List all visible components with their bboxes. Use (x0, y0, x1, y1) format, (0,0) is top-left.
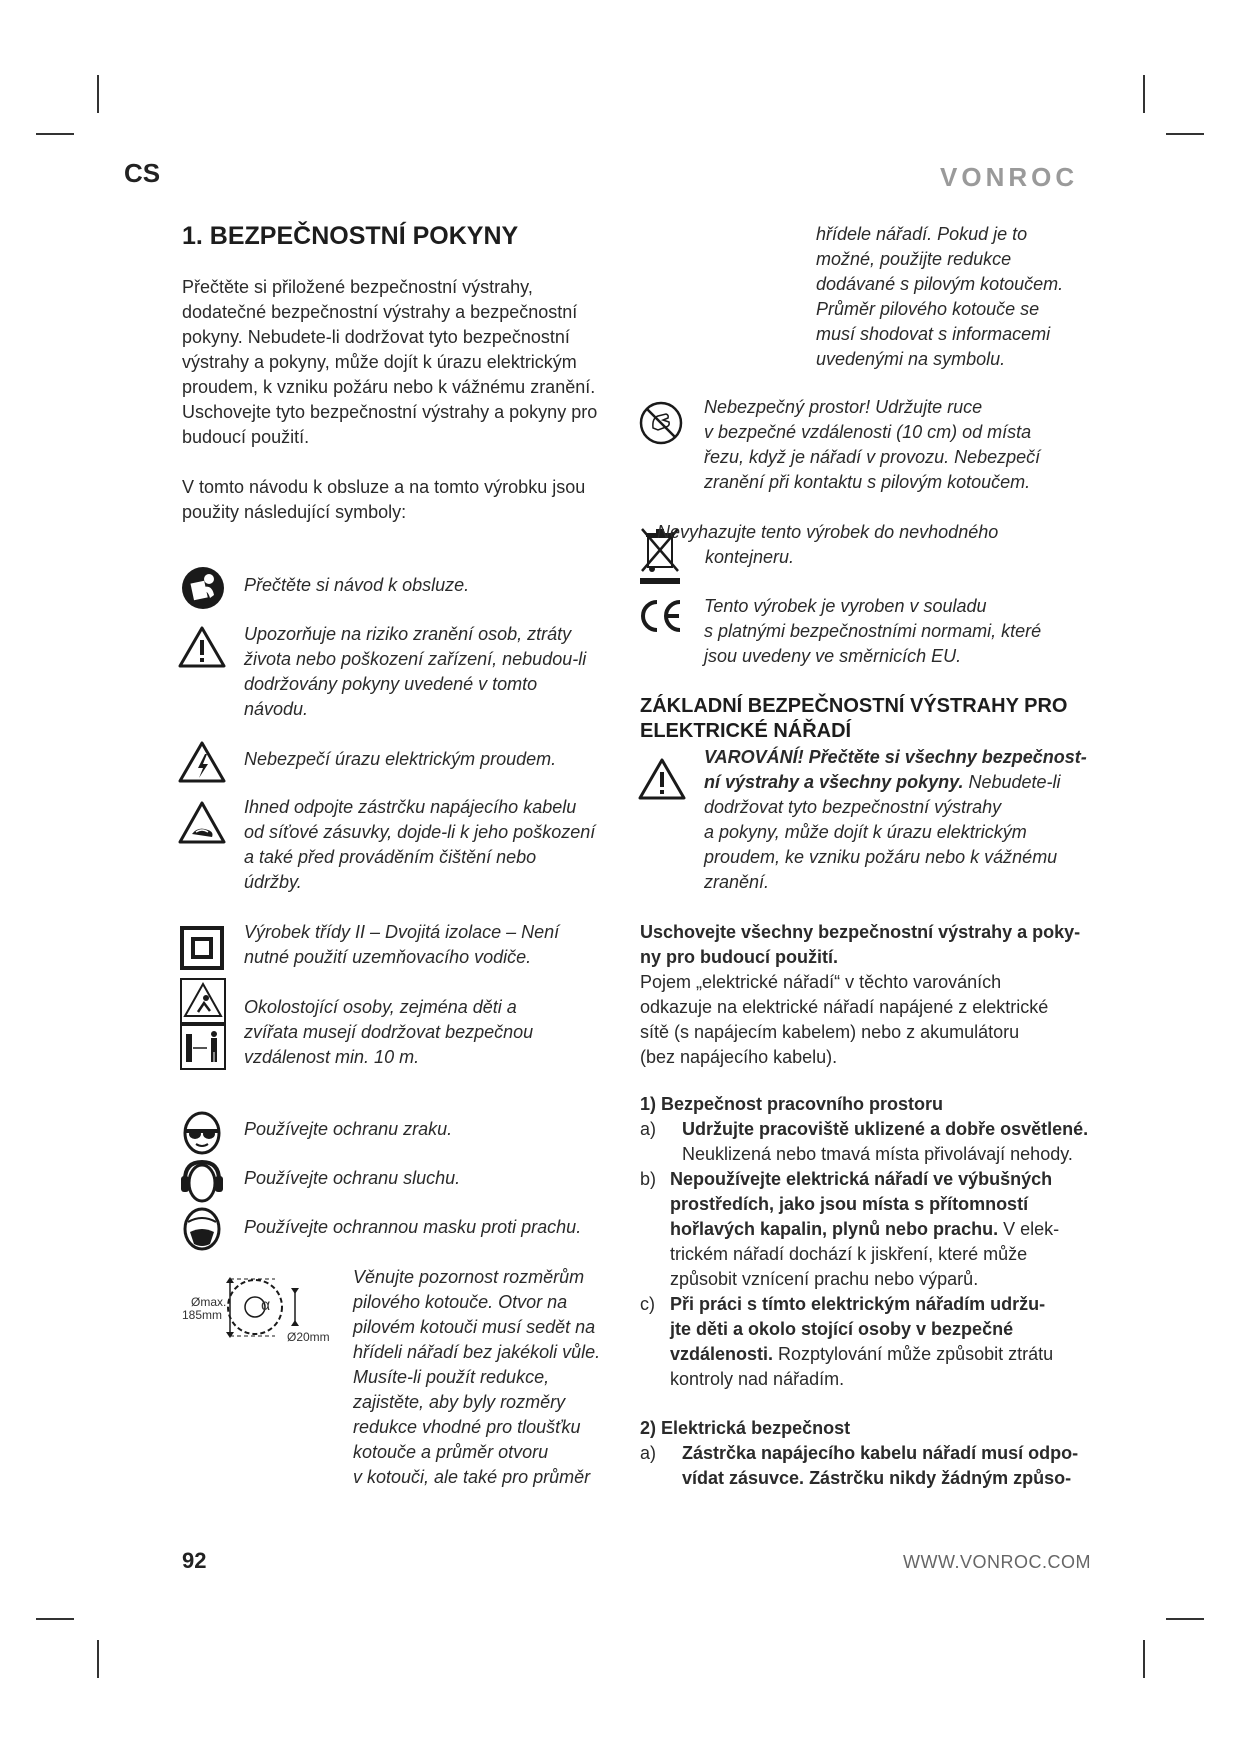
warning-icon (178, 625, 226, 669)
text-line: odkazuje na elektrické nářadí napájené z elektrické (640, 997, 1049, 1017)
text-line: vzdálenost min. 10 m. (244, 1047, 420, 1067)
warning-text (244, 622, 644, 722)
list-label: a) (640, 1443, 657, 1463)
work-area-safety (640, 1092, 1120, 1392)
list-label: b) (640, 1169, 657, 1189)
text-line: života nebo poškození zařízení, nebudou-li (244, 649, 587, 669)
crop-mark-br-h (1166, 1618, 1204, 1620)
eye-protection-icon (180, 1110, 224, 1156)
text-line: pokyny. Nebudete-li dodržovat tyto bezpečnostní (182, 327, 570, 347)
text-line: hřídeli nářadí bez jakékoli vůle. (353, 1342, 601, 1362)
text-line: Přečtěte si přiložené bezpečnostní výstrahy, (182, 277, 533, 297)
text-line: dodávané s pilovým kotoučem. (816, 274, 1064, 294)
text-line: vídat zásuvce. Zástrčku nikdy žádným způso- (682, 1468, 1072, 1488)
blade-label-185: 185mm (182, 1308, 223, 1322)
language-code: CS (124, 158, 161, 188)
text-line: kotouče a průměr otvoru (353, 1442, 549, 1462)
power-tool-definition (640, 970, 1100, 1070)
text-line: V tomto návodu k obsluze a na tomto výrobku jsou (182, 477, 586, 497)
text-bold: hořlavých kapalin, plynů nebo prachu. (670, 1219, 999, 1239)
text-line: Udržujte pracoviště uklizené a dobře osvětlené. (682, 1119, 1089, 1139)
text-line: sítě (s napájecím kabelem) nebo z akumulátoru (640, 1022, 1020, 1042)
list-item (640, 1117, 1120, 1167)
text-line: Nepoužívejte elektrická nářadí ve výbušných (670, 1169, 1053, 1189)
text-line: pilovém kotouči musí sedět na (353, 1317, 596, 1337)
text-line: Při práci s tímto elektrickým nářadím udržu- (670, 1294, 1046, 1314)
keep-instructions (640, 920, 1100, 970)
dust-mask-text: Používejte ochrannou masku proti prachu. (244, 1217, 582, 1237)
text-line: ELEKTRICKÉ NÁŘADÍ (640, 720, 852, 742)
text-line: v bezpečné vzdálenosti (10 cm) od místa (704, 422, 1032, 442)
electric-text: Nebezpečí úrazu elektrickým proudem. (244, 749, 557, 769)
text-line: a také před prováděním čištění nebo (244, 847, 537, 867)
text-line: Uschovejte všechny bezpečnostní výstrahy a poky- (640, 922, 1081, 942)
blade-label-max: Ømax. (191, 1295, 227, 1309)
text-line: Nebezpečný prostor! Udržujte ruce (704, 397, 983, 417)
unplug-icon (178, 800, 226, 846)
text-bold: vzdálenosti. (670, 1344, 774, 1364)
warning-bold: ní výstrahy a všechny pokyny. (704, 772, 964, 792)
hands-danger-text (704, 395, 1124, 495)
text-line: dodržovat tyto bezpečnostní výstrahy (704, 797, 1002, 817)
text-line: nutné použití uzemňovacího vodiče. (244, 947, 532, 967)
text-line (704, 745, 1124, 770)
list-label: a) (640, 1119, 657, 1139)
text-line: redukce vhodné pro tloušťku (353, 1417, 581, 1437)
text-line: použity následující symboly: (182, 502, 407, 522)
text-line: Musíte-li použít redukce, (353, 1367, 550, 1387)
general-warning-text (704, 745, 1124, 895)
text-line: Výrobek třídy II – Dvojitá izolace – Není (244, 922, 560, 942)
text-line: zvířata musejí dodržovat bezpečnou (244, 1022, 534, 1042)
list-item (640, 1167, 1120, 1292)
text-line: zranění. (704, 872, 770, 892)
list-item (640, 1292, 1120, 1392)
text-line: (bez napájecího kabelu). (640, 1047, 838, 1067)
text-line: zranění při kontaktu s pilovým kotoučem. (704, 472, 1031, 492)
crop-mark-tl-v (97, 75, 99, 113)
crop-mark-bl-h (36, 1618, 74, 1620)
text-line: Nevyhazujte tento výrobek do nevhodného (657, 522, 999, 542)
list-label: c) (640, 1294, 655, 1314)
blade-diagram (175, 1270, 345, 1350)
text-line: návodu. (244, 699, 309, 719)
text-line: uvedenými na symbolu. (816, 349, 1006, 369)
text-line: řezu, když je nářadí v provozu. Nebezpečí (704, 447, 1041, 467)
class-ii-text (244, 920, 644, 970)
text-line: budoucí použití. (182, 427, 310, 447)
manual-text: Přečtěte si návod k obsluze. (244, 575, 470, 595)
text-line: Pojem „elektrické nářadí“ v těchto varováních (640, 972, 1002, 992)
text-line: kontejneru. (705, 547, 795, 567)
text-line: kontroly nad nářadím. (670, 1369, 845, 1389)
page-number: 92 (182, 1548, 207, 1573)
text-line: Věnujte pozornost rozměrům (353, 1267, 585, 1287)
list-item (640, 1441, 1120, 1491)
intro-paragraph (182, 275, 632, 450)
text-line: způsobit vznícení prachu nebo výparů. (670, 1269, 979, 1289)
ce-mark-icon (636, 598, 686, 634)
dust-mask-icon (180, 1206, 224, 1252)
text-line: v kotouči, ale také pro průměr (353, 1467, 591, 1487)
warning-icon (638, 757, 686, 801)
text-line (704, 770, 1124, 795)
text-line: hřídele nářadí. Pokud je to (816, 224, 1028, 244)
text-line: údržby. (244, 872, 302, 892)
text-line: s platnými bezpečnostními normami, které (704, 621, 1042, 641)
brand-logo: VONROC (940, 162, 1079, 192)
text-line: Neuklizená nebo tmavá místa přivolávají nehody. (682, 1144, 1073, 1164)
text-line: dodatečné bezpečnostní výstrahy a bezpečnostní (182, 302, 578, 322)
text-line (670, 1342, 1120, 1367)
text-line: Uschovejte tyto bezpečnostní výstrahy a pokyny pro (182, 402, 598, 422)
text-line: proudem, k vzniku požáru nebo k vážnému zranění. (182, 377, 596, 397)
subsection-heading: 1) Bezpečnost pracovního prostoru (640, 1094, 944, 1114)
text-line (670, 1217, 1120, 1242)
text-line: Okolostojící osoby, zejména děti a (244, 997, 517, 1017)
crop-mark-tr-v (1143, 75, 1145, 113)
ear-protection-icon (178, 1158, 226, 1204)
text-line: Ihned odpojte zástrčku napájecího kabelu (244, 797, 577, 817)
electric-shock-icon (178, 740, 226, 784)
text-line: jte děti a okolo stojící osoby v bezpečné (670, 1319, 1014, 1339)
text-line: dodržovány pokyny uvedené v tomto (244, 674, 538, 694)
symbols-intro (182, 475, 632, 525)
text-rest: Rozptylování může způsobit ztrátu (773, 1344, 1054, 1364)
text-line: zajistěte, aby byly rozměry (353, 1392, 566, 1412)
text-line: ZÁKLADNÍ BEZPEČNOSTNÍ VÝSTRAHY PRO (640, 695, 1068, 717)
general-safety-heading (640, 694, 1100, 744)
text-line: a pokyny, může dojít k úrazu elektrickým (704, 822, 1027, 842)
read-manual-icon (180, 565, 226, 611)
text-line: ny pro budoucí použití. (640, 947, 838, 967)
blade-label-alpha: α (261, 1297, 271, 1314)
crop-mark-br-v (1143, 1640, 1145, 1678)
section-title: 1. BEZPEČNOSTNÍ POKYNY (182, 222, 519, 250)
website-url: WWW.VONROC.COM (903, 1552, 1091, 1572)
crop-mark-tr-h (1166, 133, 1204, 135)
ce-text (704, 594, 1124, 669)
text-line: Zástrčka napájecího kabelu nářadí musí odpo- (682, 1443, 1079, 1463)
crop-mark-bl-v (97, 1640, 99, 1678)
text-line: Tento výrobek je vyroben v souladu (704, 596, 987, 616)
text-line: Průměr pilového kotouče se (816, 299, 1040, 319)
blade-label-20: Ø20mm (287, 1330, 330, 1344)
blade-text-continued (816, 222, 1116, 372)
warning-rest: Nebudete-li (963, 772, 1061, 792)
text-line: možné, použijte redukce (816, 249, 1012, 269)
crop-mark-tl-h (36, 133, 74, 135)
class-ii-icon (180, 926, 224, 970)
text-line: proudem, ke vzniku požáru nebo k vážnému (704, 847, 1058, 867)
electrical-safety (640, 1416, 1120, 1491)
text-line: jsou uvedeny ve směrnicích EU. (704, 646, 962, 666)
text-line: výstrahy a pokyny, může dojít k úrazu elektrickým (182, 352, 577, 372)
eye-protection-text: Používejte ochranu zraku. (244, 1119, 453, 1139)
distance-text (244, 995, 644, 1070)
warning-bold: VAROVÁNÍ! Přečtěte si všechny bezpečnost- (704, 747, 1087, 767)
text-line: Upozorňuje na riziko zranění osob, ztráty (244, 624, 572, 644)
hands-danger-icon (638, 400, 684, 446)
bystander-distance-icon (180, 978, 226, 1070)
text-line: pilového kotouče. Otvor na (353, 1292, 568, 1312)
weee-text (657, 520, 1077, 570)
text-line: trickém nářadí dochází k jiskření, které může (670, 1244, 1028, 1264)
blade-text (353, 1265, 643, 1490)
text-line: od síťové zásuvky, dojde-li k jeho poškození (244, 822, 596, 842)
subsection-heading: 2) Elektrická bezpečnost (640, 1418, 851, 1438)
ear-protection-text: Používejte ochranu sluchu. (244, 1168, 461, 1188)
text-line: musí shodovat s informacemi (816, 324, 1051, 344)
text-line: prostředích, jako jsou místa s přítomností (670, 1194, 1029, 1214)
unplug-text (244, 795, 644, 895)
text-rest: V elek- (998, 1219, 1060, 1239)
